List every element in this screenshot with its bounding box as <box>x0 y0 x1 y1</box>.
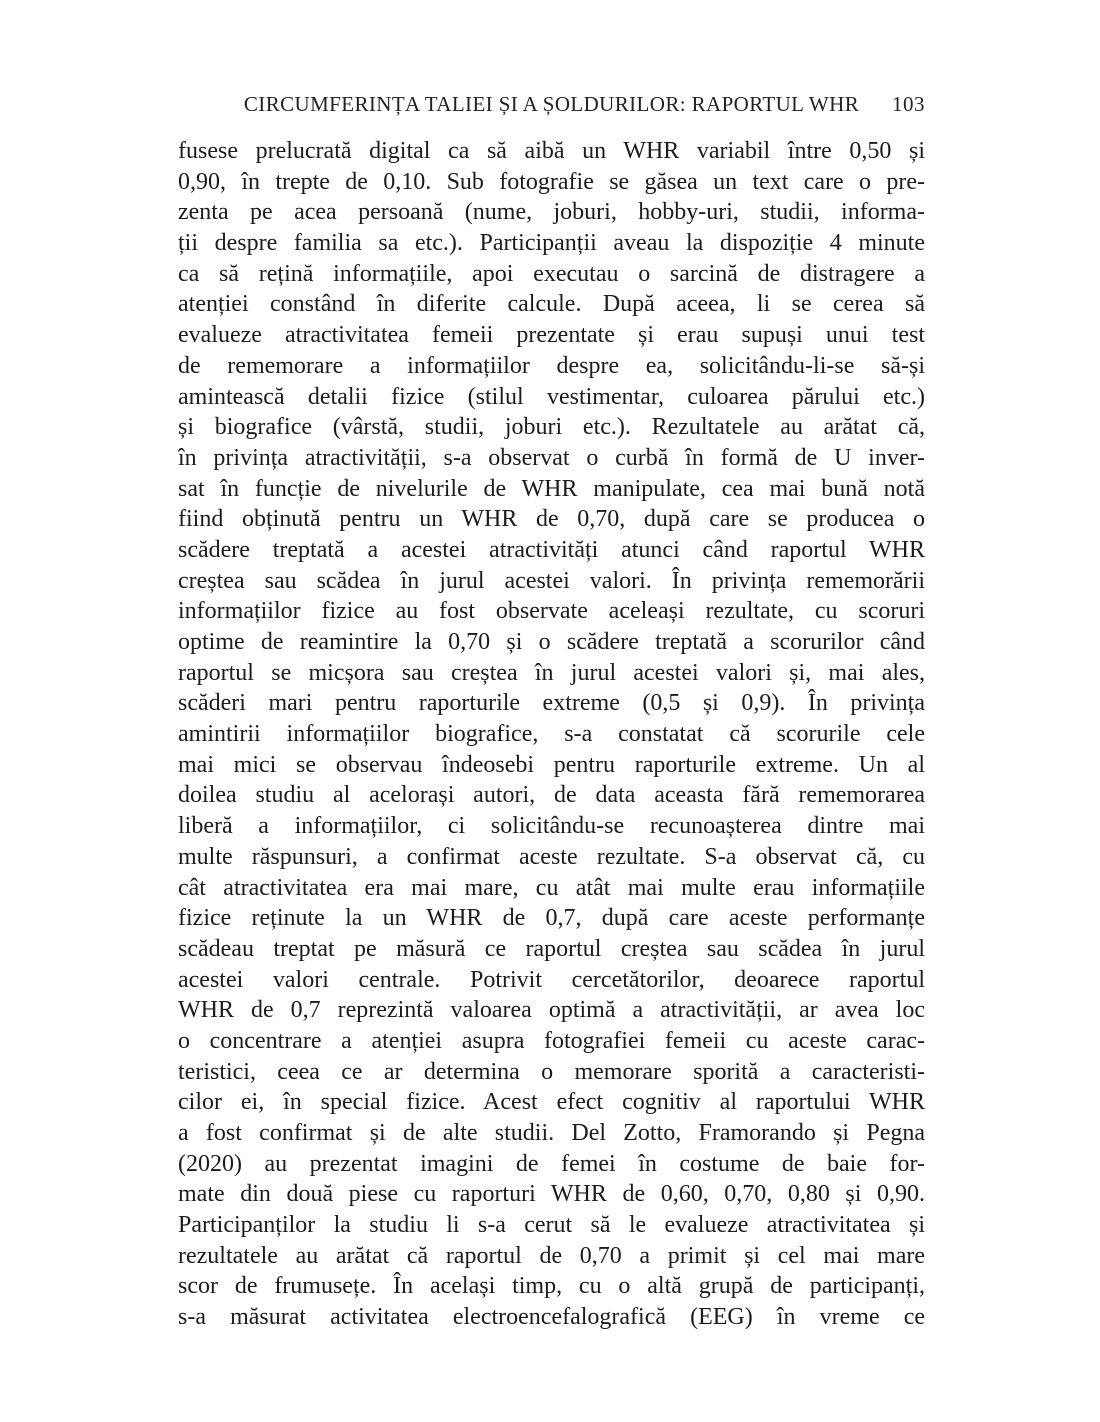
body-line: Participanților la studiu li s-a cerut să le evalueze atractivitatea și <box>178 1212 925 1239</box>
body-line: mate din două piese cu raporturi WHR de 0,60, 0,70, 0,80 și 0,90. <box>178 1181 925 1208</box>
body-line: și biografice (vârstă, studii, joburi etc.). Rezultatele au arătat că, <box>178 414 925 441</box>
body-line: ca să rețină informațiile, apoi executau o sarcină de distragere a <box>178 260 925 287</box>
body-line: acestei valori centrale. Potrivit cercetătorilor, deoarece raportul <box>178 966 925 993</box>
body-line: scăderi mari pentru raporturile extreme (0,5 și 0,9). În privința <box>178 690 925 717</box>
body-line: cât atractivitatea era mai mare, cu atât mai multe erau informațiile <box>178 874 925 901</box>
body-line: în privința atractivității, s-a observat o curbă în formă de U inver- <box>178 444 925 471</box>
body-line: atenției constând în diferite calcule. După aceea, li se cerea să <box>178 291 925 318</box>
body-line: (2020) au prezentat imagini de femei în costume de baie for- <box>178 1150 925 1177</box>
body-text <box>178 136 925 1333</box>
body-line: scădeau treptat pe măsură ce raportul creștea sau scădea în jurul <box>178 935 925 962</box>
body-line: amintirii informațiilor biografice, s-a constatat că scorurile cele <box>178 721 925 748</box>
body-line: doilea studiu al acelorași autori, de data aceasta fără rememorarea <box>178 782 925 809</box>
body-line: creștea sau scădea în jurul acestei valori. În privința rememorării <box>178 567 925 594</box>
body-line: amintească detalii fizice (stilul vestimentar, culoarea părului etc.) <box>178 383 925 410</box>
body-line: informațiilor fizice au fost observate aceleași rezultate, cu scoruri <box>178 598 925 625</box>
body-line: s-a măsurat activitatea electroencefalografică (EEG) în vreme ce <box>178 1304 925 1331</box>
body-line: multe răspunsuri, a confirmat aceste rezultate. S-a observat că, cu <box>178 843 925 870</box>
body-line: a fost confirmat și de alte studii. Del Zotto, Framorando și Pegna <box>178 1120 925 1146</box>
body-line: rezultatele au arătat că raportul de 0,70 a primit și cel mai mare <box>178 1242 925 1269</box>
body-line: WHR de 0,7 reprezintă valoarea optimă a atractivității, ar avea loc <box>178 997 925 1024</box>
body-line: raportul se micșora sau creștea în jurul acestei valori și, mai ales, <box>178 659 925 686</box>
body-line: fiind obținută pentru un WHR de 0,70, după care se producea o <box>178 506 925 533</box>
body-line: cilor ei, în special fizice. Acest efect cognitiv al raportului WHR <box>178 1089 925 1116</box>
body-line: scor de frumusețe. În același timp, cu o altă grupă de participanți, <box>178 1273 925 1300</box>
body-line: fizice reținute la un WHR de 0,7, după care aceste performanțe <box>178 905 925 932</box>
running-header <box>178 90 925 118</box>
page-number: 103 <box>892 92 925 116</box>
running-header-title: CIRCUMFERINȚA TALIEI ȘI A ȘOLDURILOR: RAPORTUL WHR <box>243 92 860 116</box>
body-line: o concentrare a atenției asupra fotografiei femeii cu aceste carac- <box>178 1027 925 1054</box>
body-line: ții despre familia sa etc.). Participanții aveau la dispoziție 4 minute <box>178 230 925 257</box>
body-line: fusese prelucrată digital ca să aibă un WHR variabil între 0,50 și <box>178 138 925 164</box>
body-line: evalueze atractivitatea femeii prezentate și erau supuși unui test <box>178 322 925 349</box>
body-line: mai mici se observau îndeosebi pentru raporturile extreme. Un al <box>178 751 925 778</box>
body-line: scădere treptată a acestei atractivități atunci când raportul WHR <box>178 536 925 563</box>
body-line: sat în funcție de nivelurile de WHR manipulate, cea mai bună notă <box>178 475 925 502</box>
body-line: teristici, ceea ce ar determina o memorare sporită a caracteristi- <box>178 1058 925 1085</box>
body-line: liberă a informațiilor, ci solicitându-se recunoașterea dintre mai <box>178 813 925 840</box>
body-line: zenta pe acea persoană (nume, joburi, hobby-uri, studii, informa- <box>178 199 925 226</box>
body-line: de rememorare a informațiilor despre ea, solicitându-li-se să-și <box>178 352 925 379</box>
body-line: optime de reamintire la 0,70 și o scădere treptată a scorurilor când <box>178 629 925 655</box>
body-line: 0,90, în trepte de 0,10. Sub fotografie se găsea un text care o pre- <box>178 168 925 195</box>
